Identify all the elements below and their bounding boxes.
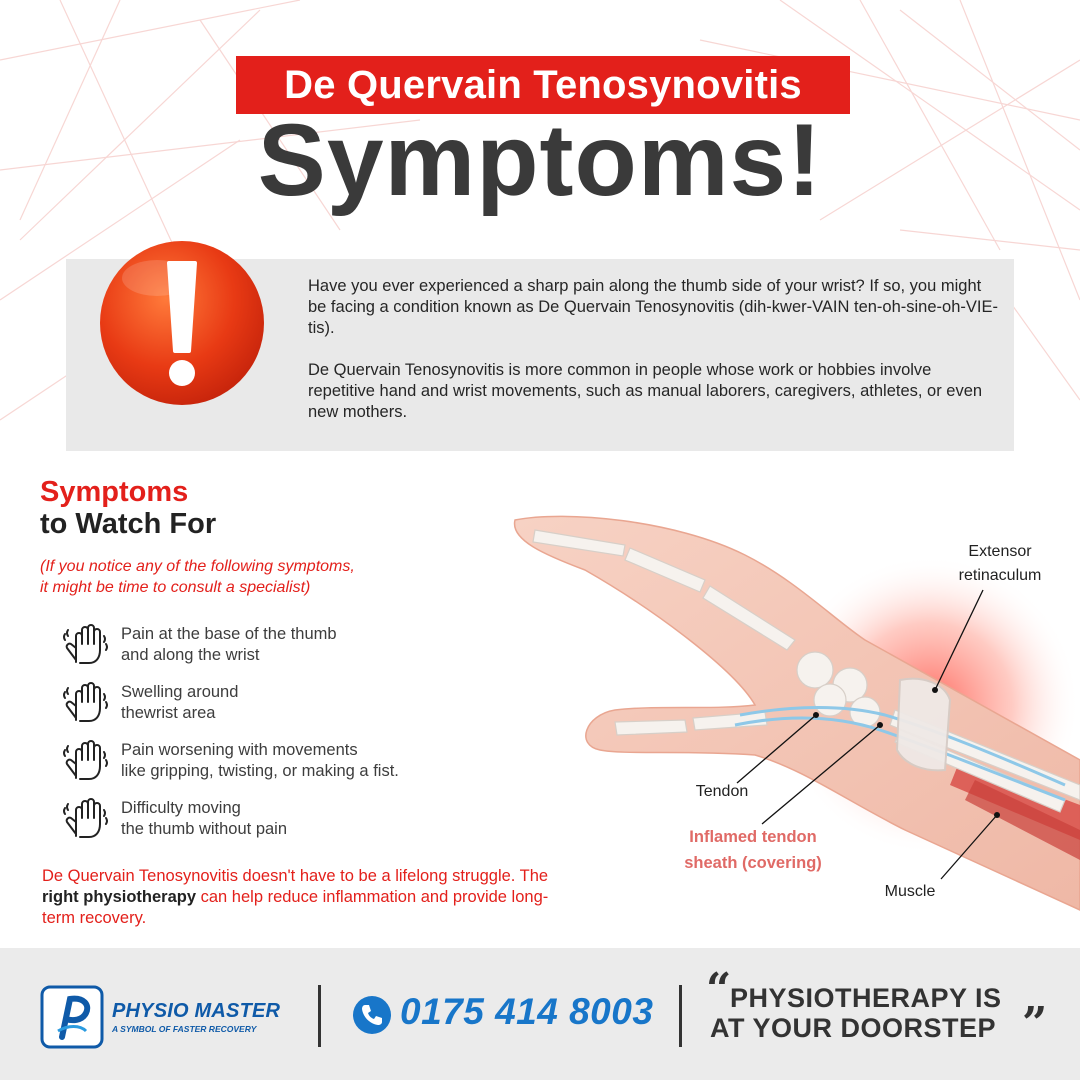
closing-text-highlight: right physiotherapy xyxy=(42,888,197,906)
brand-tagline: A SYMBOL OF FASTER RECOVERY xyxy=(112,1024,257,1034)
symptom-line-1: Pain worsening with movements xyxy=(121,741,358,759)
slogan-line-1: PHYSIOTHERAPY IS xyxy=(730,983,1002,1013)
shaking-hand-icon xyxy=(62,738,108,782)
shaking-hand-icon xyxy=(62,680,108,724)
label-extensor-line-1: Extensor xyxy=(968,543,1032,560)
footer-divider xyxy=(318,985,321,1047)
symptoms-subtitle: to Watch For xyxy=(40,508,217,540)
label-extensor-retinaculum xyxy=(945,540,1055,588)
symptom-text xyxy=(121,624,501,666)
list-item xyxy=(58,620,498,678)
footer-divider xyxy=(679,985,682,1047)
list-item xyxy=(58,678,498,736)
label-inflamed-sheath xyxy=(668,824,838,876)
symptoms-note-line-2: it might be time to consult a specialist) xyxy=(40,579,311,596)
brand-name: PHYSIO MASTER xyxy=(112,1000,281,1022)
symptom-line-2: the thumb without pain xyxy=(121,820,288,838)
closing-text xyxy=(42,866,562,929)
label-inflamed-line-1: Inflamed tendon xyxy=(689,828,817,846)
symptom-line-1: Difficulty moving xyxy=(121,799,241,817)
label-tendon: Tendon xyxy=(695,783,749,800)
headline: Symptoms! xyxy=(257,103,823,217)
label-inflamed-line-2: sheath (covering) xyxy=(684,854,822,872)
shaking-hand-icon xyxy=(62,796,108,840)
symptoms-title: Symptoms xyxy=(40,476,189,508)
slogan-line-2: AT YOUR DOORSTEP xyxy=(710,1013,997,1043)
closing-text-start: De Quervain Tenosynovitis doesn't have to be a lifelong struggle. The xyxy=(42,867,549,885)
phone-icon xyxy=(352,995,392,1035)
symptom-text xyxy=(121,740,501,782)
intro-text xyxy=(308,276,998,444)
symptoms-list xyxy=(58,620,498,852)
list-item xyxy=(58,736,498,794)
shaking-hand-icon xyxy=(62,622,108,666)
quote-close-mark: ” xyxy=(1022,998,1048,1049)
title-banner: De Quervain Tenosynovitis xyxy=(236,56,850,114)
phone-number[interactable]: 0175 414 8003 xyxy=(400,991,654,1032)
intro-paragraph-2: De Quervain Tenosynovitis is more common in people whose work or hobbies involve repetitive hand and wrist movements, such as manual laborers, caregivers, athletes, or even new mothers. xyxy=(308,361,983,421)
symptom-text xyxy=(121,682,501,724)
closing-text-end: can help reduce inflammation and provide long-term recovery. xyxy=(42,888,549,927)
list-item xyxy=(58,794,498,852)
label-muscle: Muscle xyxy=(884,883,936,900)
symptom-line-2: thewrist area xyxy=(121,704,216,722)
symptom-text xyxy=(121,798,501,840)
symptoms-note-line-1: (If you notice any of the following symptoms, xyxy=(40,558,355,575)
symptom-line-1: Swelling around xyxy=(121,683,239,701)
intro-paragraph-1: Have you ever experienced a sharp pain along the thumb side of your wrist? If so, you might be facing a condition known as De Quervain Tenosynovitis (dih-kwer-VAIN ten-oh-sine-oh-VIE-tis). xyxy=(308,277,998,337)
quote-open-mark: “ xyxy=(706,964,732,1015)
slogan xyxy=(710,983,1050,1043)
symptom-line-1: Pain at the base of the thumb xyxy=(121,625,337,643)
label-extensor-line-2: retinaculum xyxy=(958,567,1042,584)
symptom-line-2: and along the wrist xyxy=(121,646,260,664)
physio-master-logo-icon xyxy=(40,985,104,1049)
symptom-line-2: like gripping, twisting, or making a fist. xyxy=(121,762,399,780)
symptoms-note xyxy=(40,556,470,598)
exclamation-alert-icon xyxy=(97,233,267,413)
